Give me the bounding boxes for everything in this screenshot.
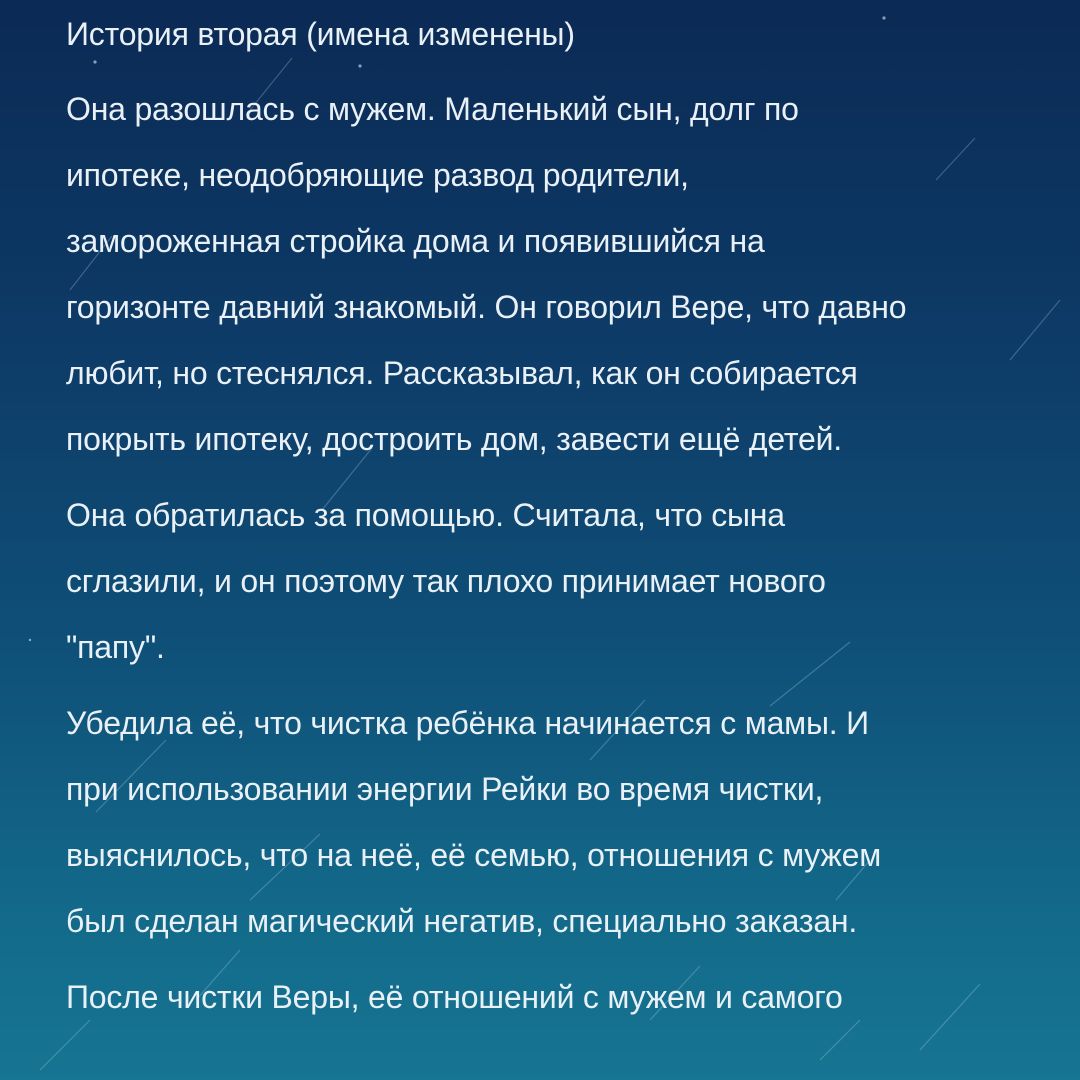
paragraph-4: После чистки Веры, её отношений с мужем и самого [66, 979, 843, 1015]
paragraph-1: Она разошлась с мужем. Маленький сын, долг по ипотеке, неодобряющие развод родители, замороженная стройка дома и появившийся на горизонте давний знакомый. Он говорил Вере, что давно любит, но стеснялся. Рассказывал, как он собирается покрыть ипотеку, достроить дом, завести ещё детей. [66, 91, 907, 457]
paragraph-3: Убедила её, что чистка ребёнка начинается с мамы. И при использовании энергии Рейки во время чистки, выяснилось, что на неё, её семью, отношения с мужем был сделан магический негатив, специально заказан. [66, 705, 882, 939]
article [66, 8, 1046, 1040]
paragraph-2: Она обратилась за помощью. Считала, что сына сглазили, и он поэтому так плохо принимает нового "папу". [66, 497, 826, 665]
article-title: История вторая (имена изменены) [66, 16, 575, 52]
